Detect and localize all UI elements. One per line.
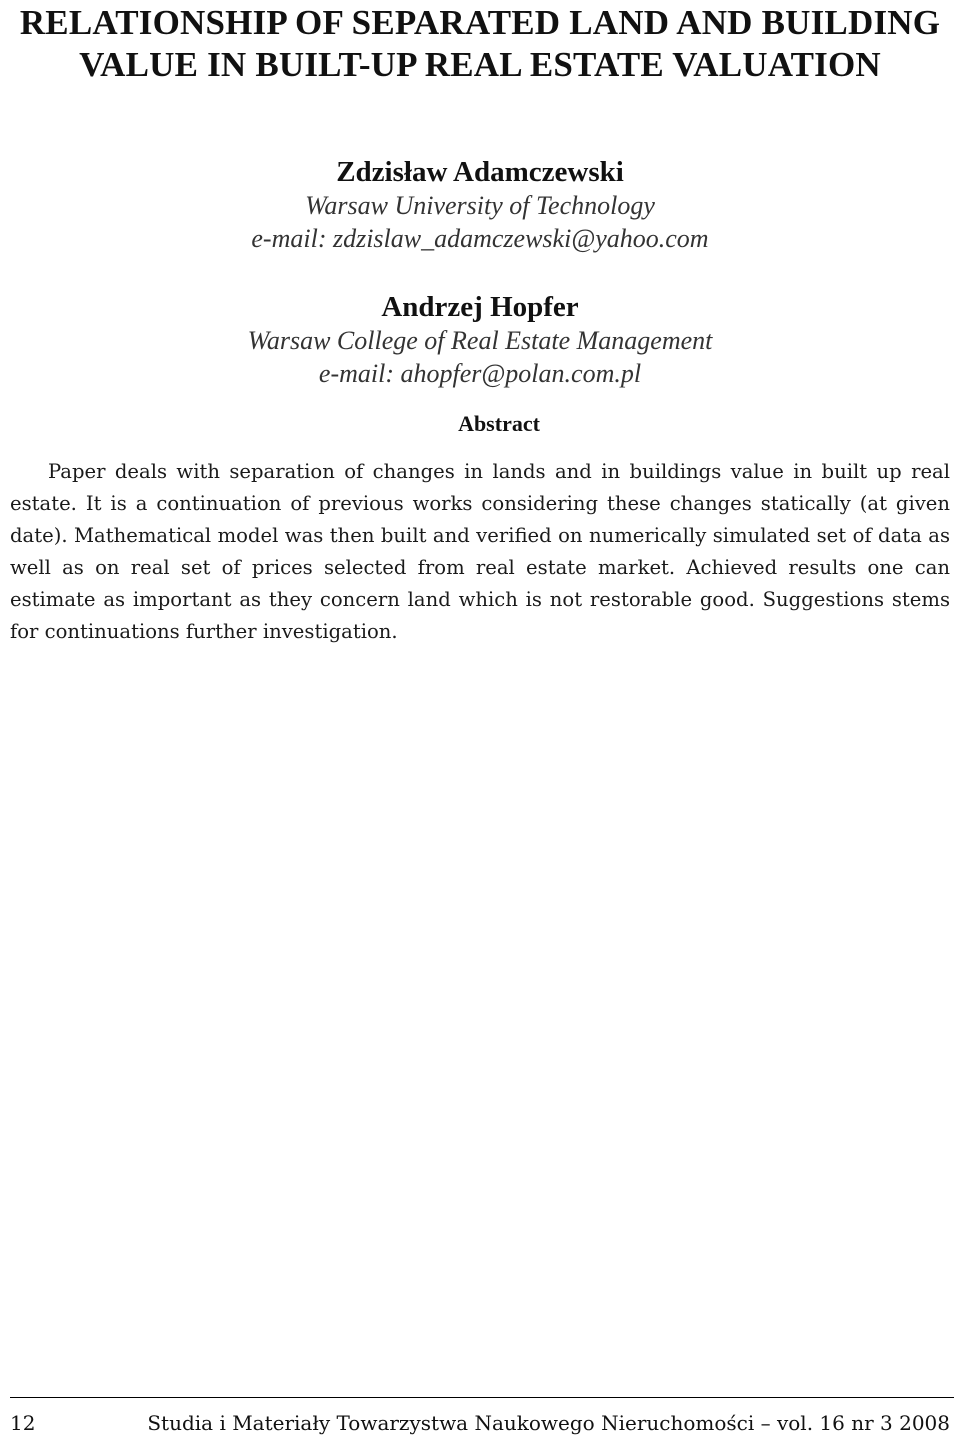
- footer-journal-citation: Studia i Materiały Towarzystwa Naukowego Nieruchomości – vol. 16 nr 3 2008: [147, 1411, 950, 1435]
- author-affiliation: Warsaw College of Real Estate Management: [247, 326, 713, 355]
- author-name: Zdzisław Adamczewski: [336, 156, 624, 188]
- author-email: e-mail: zdzislaw_adamczewski@yahoo.com: [251, 224, 709, 253]
- abstract-heading: Abstract: [458, 411, 540, 436]
- author-block: [0, 290, 960, 390]
- footer-page-number: 12: [10, 1411, 36, 1435]
- author-affiliation: Warsaw University of Technology: [305, 191, 655, 220]
- author-name: Andrzej Hopfer: [381, 291, 579, 323]
- author-email: e-mail: ahopfer@polan.com.pl: [318, 359, 642, 388]
- abstract-body: Paper deals with separation of changes in lands and in buildings value in built up real estate. It is a continuation of previous works considering these changes statically (at given date). Mathematical model was then built and verified on numerically simulated set of data as well as on real set of prices selected from real estate market. Achieved results one can estimate as important as they concern land which is not restorable good. Suggestions stems for continuations further investigation.: [10, 460, 950, 643]
- author-block: [0, 155, 960, 255]
- paper-title: RELATIONSHIP OF SEPARATED LAND AND BUILDING VALUE IN BUILT-UP REAL ESTATE VALUATION: [19, 3, 941, 84]
- footer-divider: [10, 1397, 954, 1398]
